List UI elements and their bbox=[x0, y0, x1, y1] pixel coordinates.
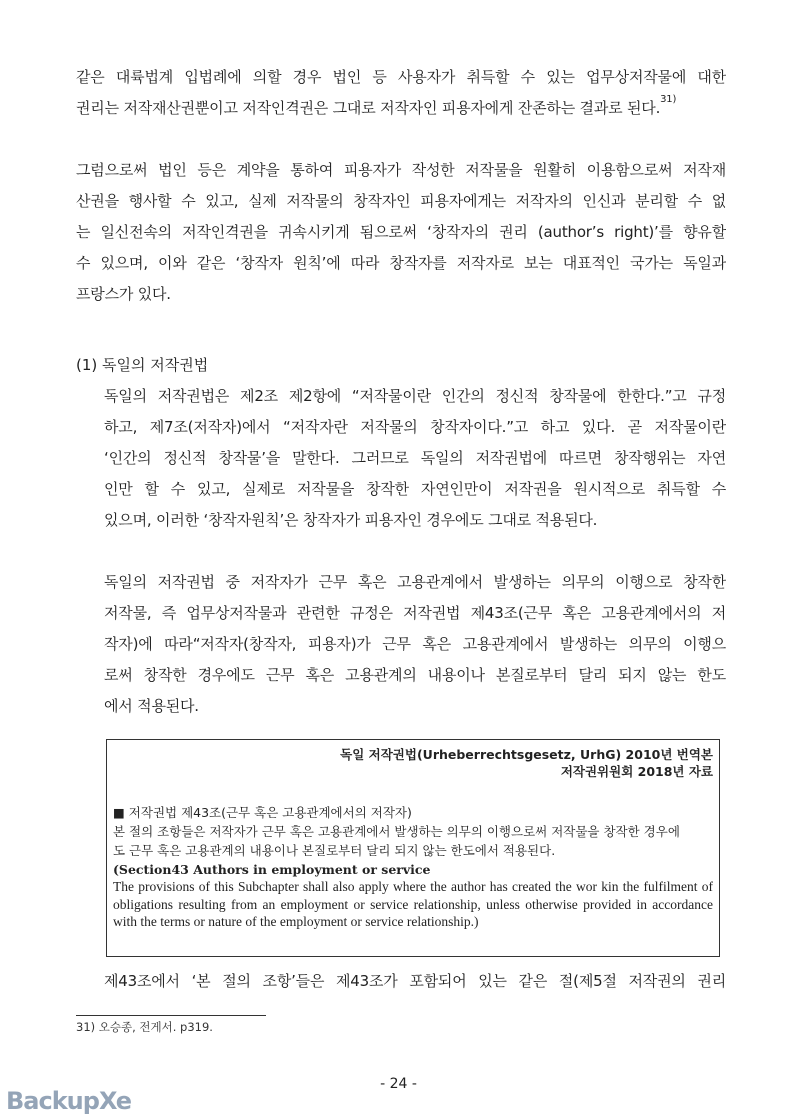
text-line: 하고, 제7조(저작자)에서 “저작자란 저작물의 창작자이다.”고 하고 있다. 곧 저작물이란 bbox=[104, 418, 726, 436]
text-line: 산권을 행사할 수 있고, 실제 저작물의 창작자인 피용자에게는 저작자의 인신과 분리할 수 없 bbox=[76, 192, 726, 210]
text-line: 에서 적용된다. bbox=[104, 697, 199, 715]
paragraph-5 bbox=[104, 966, 726, 997]
text-line: 저작물, 즉 업무상저작물과 관련한 규정은 저작권법 제43조(근무 혹은 고용관계에서의 저 bbox=[104, 604, 726, 622]
box-korean-line1: 본 절의 조항들은 저작자가 근무 혹은 고용관계에서 발생하는 의무의 이행으로써 저작물을 창작한 경우에 bbox=[113, 824, 680, 839]
text-line: 작자)에 따라“저작자(창작자, 피용자)가 근무 혹은 고용관계에서 발생하는 의무의 이행으 bbox=[104, 635, 726, 653]
box-english-text: The provisions of this Subchapter shall also apply where the author has created the wor kin the fulfilment of obligations resulting from an employment or service relationship, unless otherwise provided in accordance with the terms or nature of the employment or service relationship.) bbox=[113, 879, 713, 930]
text-line: 프랑스가 있다. bbox=[76, 285, 171, 303]
text-line: 제43조에서 ‘본 절의 조항’들은 제43조가 포함되어 있는 같은 절(제5절 저작권의 권리 bbox=[104, 972, 726, 990]
box-source-line1: 독일 저작권법(Urheberrechtsgesetz, UrhG) 2010년 번역본 bbox=[340, 747, 713, 762]
paragraph-3 bbox=[104, 381, 726, 536]
footnote: 31) 오승종, 전게서. p319. bbox=[76, 1020, 213, 1034]
watermark-logo bbox=[2, 1075, 132, 1115]
text-line: 권리는 저작재산권뿐이고 저작인격권은 그대로 저작자인 피용자에게 잔존하는 결과로 된다.$^{31)}$ bbox=[76, 94, 677, 117]
box-korean-line2: 도 근무 혹은 고용관계의 내용이나 본질로부터 달리 되지 않는 한도에서 적용된다. bbox=[113, 843, 556, 858]
text-line: 독일의 저작권법은 제2조 제2항에 “저작물이란 인간의 정신적 창작물에 한한다.”고 규정 bbox=[104, 387, 726, 405]
text-line: 그럼으로써 법인 등은 계약을 통하여 피용자가 작성한 저작물을 원활히 이용함으로써 저작재 bbox=[76, 161, 726, 179]
paragraph-1 bbox=[76, 62, 726, 124]
law-excerpt-box bbox=[106, 739, 720, 957]
text-line: 수 있으며, 이와 같은 ‘창작자 원칙’에 따라 창작자를 저작자로 보는 대표적인 국가는 독일과 bbox=[76, 254, 726, 272]
box-title bbox=[113, 803, 713, 822]
section-heading: (1) 독일의 저작권법 bbox=[76, 356, 209, 374]
text-line: 같은 대륙법계 입법례에 의할 경우 법인 등 사용자가 취득할 수 있는 업무상저작물에 대한 bbox=[76, 68, 726, 86]
footnote-divider bbox=[76, 1015, 266, 1016]
text-line: 로써 창작한 경우에도 근무 혹은 고용관계의 내용이나 본질로부터 달리 되지 않는 한도 bbox=[104, 666, 726, 684]
text-line: ‘인간의 정신적 창작물’을 말한다. 그러므로 독일의 저작권법에 따르면 창작행위는 자연 bbox=[104, 449, 726, 467]
box-english-heading: (Section43 Authors in employment or service bbox=[113, 862, 431, 877]
text-line: 있으며, 이러한 ‘창작자원칙’은 창작자가 피용자인 경우에도 그대로 적용된다. bbox=[104, 511, 598, 529]
text-line: 독일의 저작권법 중 저작자가 근무 혹은 고용관계에서 발생하는 의무의 이행으로 창작한 bbox=[104, 573, 726, 591]
paragraph-4 bbox=[104, 567, 726, 722]
text-line: 는 일신전속의 저작인격권을 귀속시키게 됨으로써 ‘창작자의 권리 (author’s right)’를 향유할 bbox=[76, 223, 726, 241]
paragraph-2 bbox=[76, 155, 726, 310]
box-title-text: 저작권법 제43조(근무 혹은 고용관계에서의 저작자) bbox=[128, 805, 412, 820]
bullet-square-icon: ■ bbox=[113, 805, 125, 820]
box-source bbox=[113, 746, 713, 780]
box-source-line2: 저작권위원회 2018년 자료 bbox=[560, 764, 713, 779]
text-line: 인만 할 수 있고, 실제로 저작물을 창작한 자연인만이 저작권을 원시적으로 취득할 수 bbox=[104, 480, 726, 498]
page-number: - 24 - bbox=[380, 1076, 417, 1092]
watermark-text: BackupXe bbox=[6, 1087, 132, 1115]
footnote-reference[interactable]: 31) bbox=[660, 94, 677, 105]
